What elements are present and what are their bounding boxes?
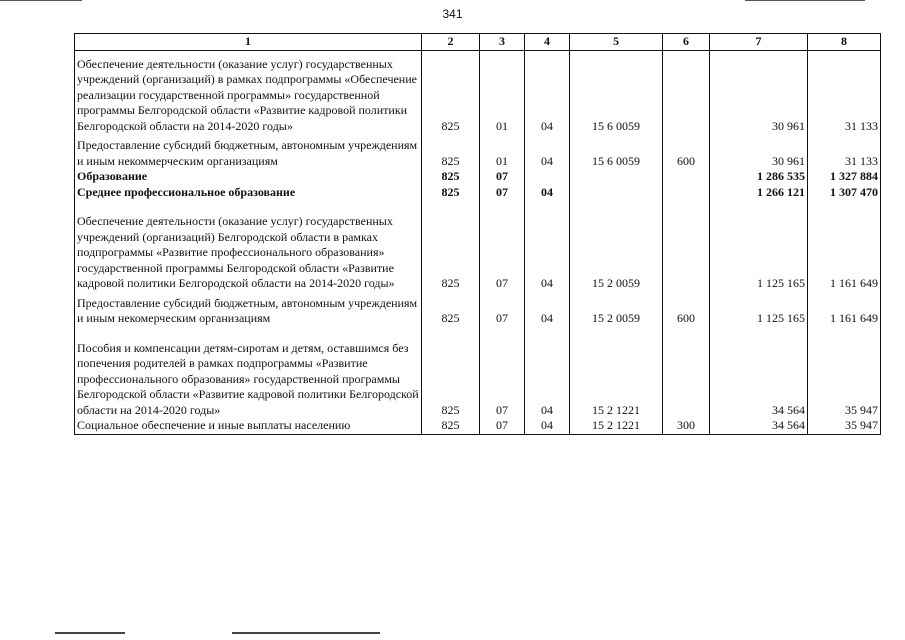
amount-year-2: 1 307 470 bbox=[808, 185, 881, 201]
amount-year-2: 1 327 884 bbox=[808, 169, 881, 185]
amount-year-2: 35 947 bbox=[808, 327, 881, 419]
amount-year-2: 31 133 bbox=[808, 134, 881, 169]
row-description: Предоставление субсидий бюджетным, автономным учреждениям и иным некоммерческим организациям bbox=[75, 134, 422, 169]
code-subsection: 04 bbox=[525, 134, 570, 169]
row-description: Обеспечение деятельности (оказание услуг) государственных учреждений (организаций) Белгородской области в рамках подпрограммы «Развитие профессионального образования» государственной программы Белгородской области «Развитие кадровой политики Белгородской области на 2014-2020 годы» bbox=[75, 200, 422, 292]
code-admin: 825 bbox=[422, 292, 480, 327]
table-row bbox=[75, 292, 881, 327]
amount-year-1: 34 564 bbox=[710, 418, 808, 434]
code-section: 07 bbox=[480, 292, 525, 327]
amount-year-1: 30 961 bbox=[710, 134, 808, 169]
column-header: 1 bbox=[75, 34, 422, 51]
code-section: 07 bbox=[480, 327, 525, 419]
code-subsection: 04 bbox=[525, 50, 570, 134]
table-row bbox=[75, 327, 881, 419]
row-description: Пособия и компенсации детям-сиротам и детям, оставшимся без попечения родителей в рамках подпрограммы «Развитие профессионального образования» государственной программы Белгородской области «Развитие кадровой политики Белгородской области на 2014-2020 годы» bbox=[75, 327, 422, 419]
code-admin: 825 bbox=[422, 418, 480, 434]
amount-year-1: 34 564 bbox=[710, 327, 808, 419]
scan-top-rule-right bbox=[745, 0, 865, 1]
code-expense-type: 600 bbox=[663, 134, 710, 169]
column-header: 3 bbox=[480, 34, 525, 51]
code-section: 07 bbox=[480, 185, 525, 201]
row-description: Среднее профессиональное образование bbox=[75, 185, 422, 201]
row-description: Предоставление субсидий бюджетным, автономным учреждениям и иным некомерческим организациям bbox=[75, 292, 422, 327]
column-header: 4 bbox=[525, 34, 570, 51]
code-subsection: 04 bbox=[525, 292, 570, 327]
amount-year-1: 1 286 535 bbox=[710, 169, 808, 185]
code-section: 01 bbox=[480, 50, 525, 134]
code-target bbox=[570, 185, 663, 201]
column-header: 2 bbox=[422, 34, 480, 51]
row-description: Социальное обеспечение и иные выплаты населению bbox=[75, 418, 422, 434]
scan-top-rule-left bbox=[0, 0, 82, 1]
code-target: 15 6 0059 bbox=[570, 134, 663, 169]
code-target: 15 2 1221 bbox=[570, 418, 663, 434]
amount-year-1: 1 125 165 bbox=[710, 292, 808, 327]
code-subsection: 04 bbox=[525, 418, 570, 434]
code-section: 07 bbox=[480, 200, 525, 292]
column-header: 7 bbox=[710, 34, 808, 51]
table-header-row bbox=[75, 34, 881, 51]
amount-year-2: 1 161 649 bbox=[808, 200, 881, 292]
code-subsection: 04 bbox=[525, 185, 570, 201]
amount-year-2: 31 133 bbox=[808, 50, 881, 134]
code-admin: 825 bbox=[422, 185, 480, 201]
code-section: 07 bbox=[480, 169, 525, 185]
column-header: 6 bbox=[663, 34, 710, 51]
code-admin: 825 bbox=[422, 200, 480, 292]
code-expense-type bbox=[663, 169, 710, 185]
budget-table bbox=[74, 33, 881, 435]
amount-year-1: 30 961 bbox=[710, 50, 808, 134]
scan-bottom-rule-mid bbox=[232, 632, 380, 634]
table-row bbox=[75, 169, 881, 185]
code-expense-type bbox=[663, 327, 710, 419]
table-row bbox=[75, 418, 881, 434]
code-target: 15 2 1221 bbox=[570, 327, 663, 419]
row-description: Обеспечение деятельности (оказание услуг) государственных учреждений (организаций) в рамках подпрограммы «Обеспечение реализации государственной программы» государственной программы Белгородской области «Развитие кадровой политики Белгородской области на 2014-2020 годы» bbox=[75, 50, 422, 134]
code-admin: 825 bbox=[422, 134, 480, 169]
code-subsection bbox=[525, 169, 570, 185]
code-subsection: 04 bbox=[525, 200, 570, 292]
table-row bbox=[75, 134, 881, 169]
code-expense-type bbox=[663, 185, 710, 201]
table-row bbox=[75, 200, 881, 292]
column-header: 5 bbox=[570, 34, 663, 51]
code-target: 15 2 0059 bbox=[570, 292, 663, 327]
code-subsection: 04 bbox=[525, 327, 570, 419]
amount-year-1: 1 125 165 bbox=[710, 200, 808, 292]
row-description: Образование bbox=[75, 169, 422, 185]
amount-year-2: 1 161 649 bbox=[808, 292, 881, 327]
code-admin: 825 bbox=[422, 50, 480, 134]
code-target: 15 2 0059 bbox=[570, 200, 663, 292]
amount-year-2: 35 947 bbox=[808, 418, 881, 434]
page-number: 341 bbox=[442, 7, 463, 21]
code-section: 01 bbox=[480, 134, 525, 169]
code-expense-type: 600 bbox=[663, 292, 710, 327]
code-admin: 825 bbox=[422, 327, 480, 419]
scan-bottom-rule-left bbox=[55, 632, 125, 634]
code-target: 15 6 0059 bbox=[570, 50, 663, 134]
amount-year-1: 1 266 121 bbox=[710, 185, 808, 201]
code-admin: 825 bbox=[422, 169, 480, 185]
code-expense-type bbox=[663, 200, 710, 292]
code-expense-type bbox=[663, 50, 710, 134]
column-header: 8 bbox=[808, 34, 881, 51]
table-row bbox=[75, 185, 881, 201]
table-row bbox=[75, 50, 881, 134]
code-expense-type: 300 bbox=[663, 418, 710, 434]
code-section: 07 bbox=[480, 418, 525, 434]
code-target bbox=[570, 169, 663, 185]
